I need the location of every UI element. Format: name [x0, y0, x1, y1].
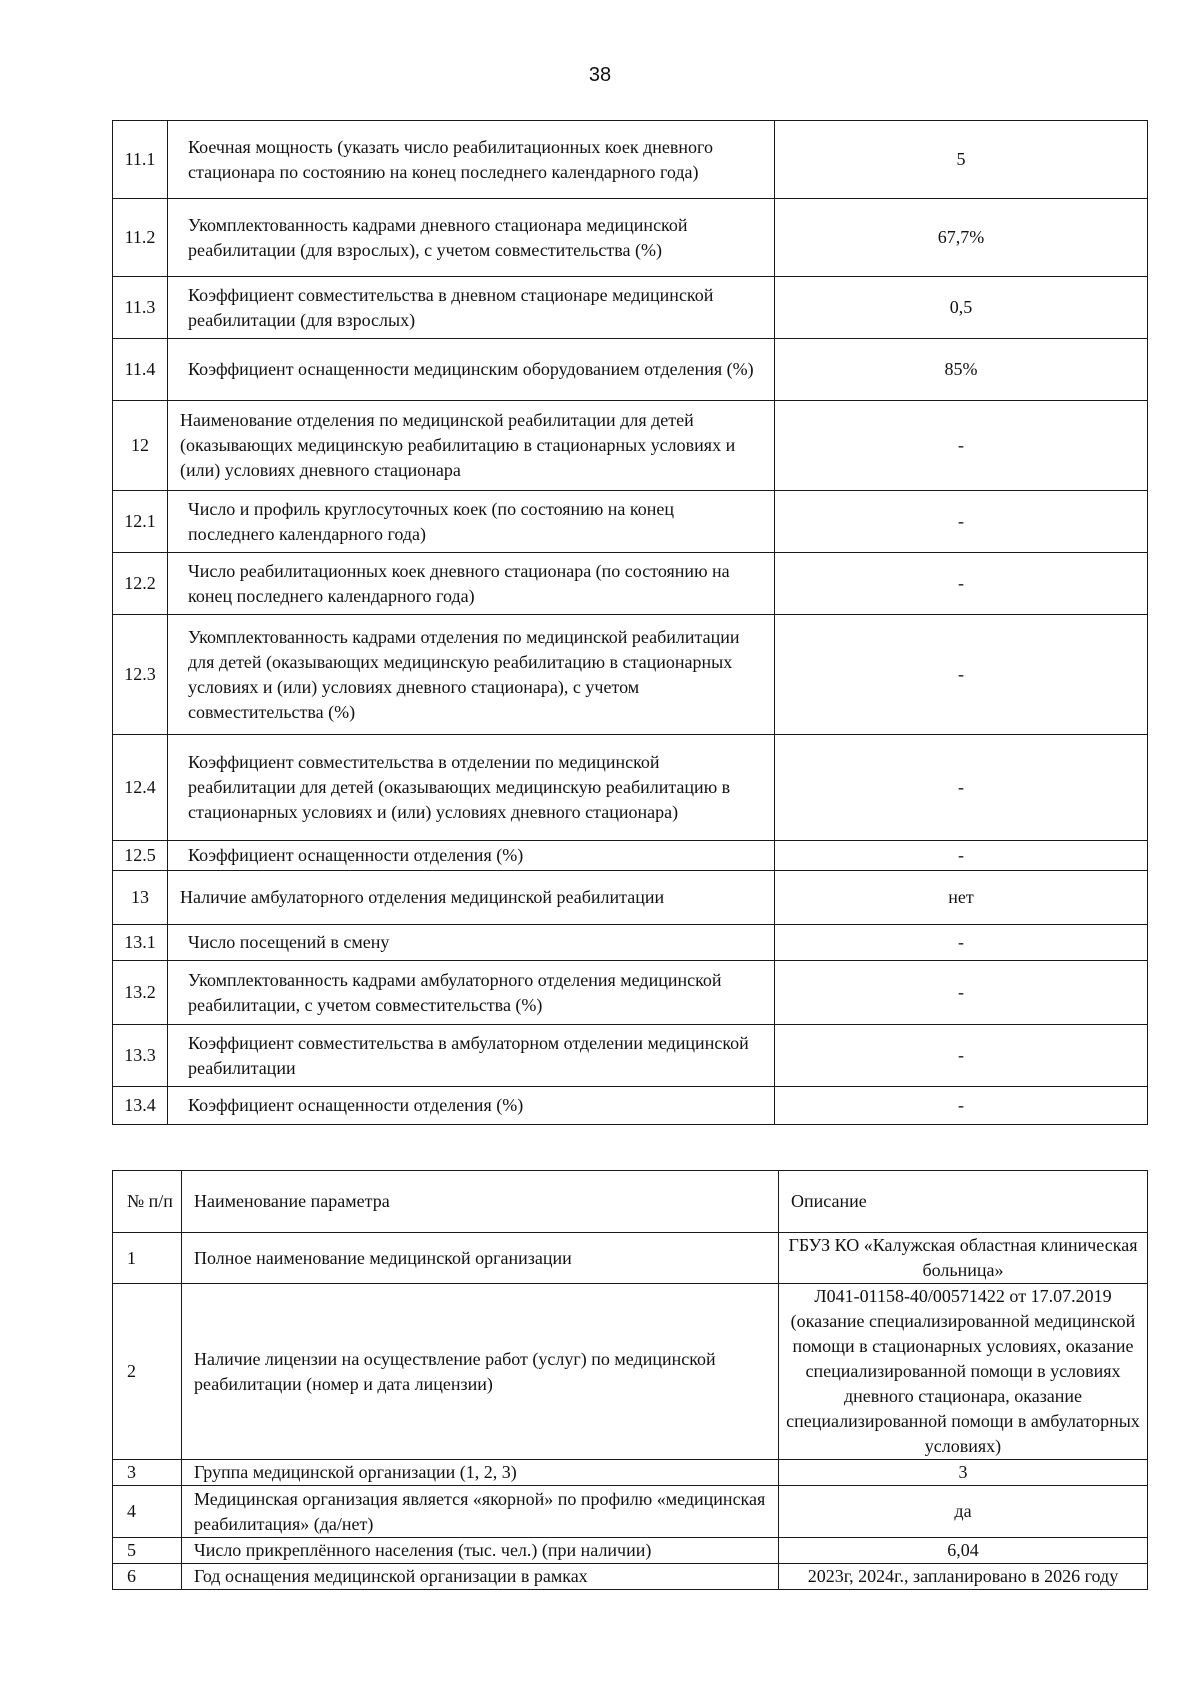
row-number: 6 — [113, 1564, 182, 1590]
row-number: 12.3 — [113, 615, 168, 735]
table-row — [113, 401, 1148, 491]
parameter-name: Число посещений в смену — [168, 925, 775, 961]
parameter-value: - — [775, 615, 1148, 735]
column-header-description: Описание — [779, 1171, 1148, 1233]
table-row — [113, 1460, 1148, 1486]
row-number: 13.2 — [113, 961, 168, 1025]
table-row — [113, 1087, 1148, 1125]
table-row — [113, 1284, 1148, 1460]
table-row — [113, 1564, 1148, 1590]
table-row — [113, 735, 1148, 841]
parameter-value: нет — [775, 871, 1148, 925]
row-number: 4 — [113, 1486, 182, 1538]
parameter-value: - — [775, 401, 1148, 491]
parameter-value: 67,7% — [775, 199, 1148, 277]
table-row — [113, 841, 1148, 871]
row-number: 12.1 — [113, 491, 168, 553]
parameter-name: Коэффициент совместительства в дневном стационаре медицинской реабилитации (для взрослых) — [168, 277, 775, 339]
parameter-name: Число и профиль круглосуточных коек (по состоянию на конец последнего календарного года) — [168, 491, 775, 553]
row-number: 12.4 — [113, 735, 168, 841]
parameter-name: Укомплектованность кадрами отделения по медицинской реабилитации для детей (оказывающих медицинскую реабилитацию в стационарных условиях и (или) условиях дневного стационара), с учетом совместительства (%) — [168, 615, 775, 735]
row-number: 2 — [113, 1284, 182, 1460]
parameter-name: Число реабилитационных коек дневного стационара (по состоянию на конец последнего календарного года) — [168, 553, 775, 615]
parameter-value: 3 — [779, 1460, 1148, 1486]
table-row — [113, 491, 1148, 553]
table-row — [113, 199, 1148, 277]
license-number: Л041-01158-40/00571422 от 17.07.2019 — [814, 1286, 1112, 1306]
parameter-name: Укомплектованность кадрами дневного стационара медицинской реабилитации (для взрослых), с учетом совместительства (%) — [168, 199, 775, 277]
parameter-name: Коэффициент совместительства в амбулаторном отделении медицинской реабилитации — [168, 1025, 775, 1087]
parameter-value: 0,5 — [775, 277, 1148, 339]
row-number: 11.3 — [113, 277, 168, 339]
row-number: 12.5 — [113, 841, 168, 871]
parameter-value: 85% — [775, 339, 1148, 401]
parameter-value: 6,04 — [779, 1538, 1148, 1564]
column-header-parameter: Наименование параметра — [182, 1171, 779, 1233]
parameter-name: Коэффициент оснащенности отделения (%) — [168, 841, 775, 871]
table-row — [113, 1233, 1148, 1284]
table-header-row — [113, 1171, 1148, 1233]
row-number: 11.2 — [113, 199, 168, 277]
table-row — [113, 961, 1148, 1025]
row-number: 11.4 — [113, 339, 168, 401]
table-row — [113, 615, 1148, 735]
table-row — [113, 1486, 1148, 1538]
column-header-number: № п/п — [113, 1171, 182, 1233]
table-row — [113, 339, 1148, 401]
parameter-name: Коечная мощность (указать число реабилитационных коек дневного стационара по состоянию на конец последнего календарного года) — [168, 121, 775, 199]
parameter-name: Полное наименование медицинской организации — [182, 1233, 779, 1284]
license-scope: (оказание специализированной медицинской помощи в стационарных условиях, оказание специализированной помощи в условиях дневного стационара, оказание специализированной помощи в амбулаторных условиях) — [786, 1311, 1140, 1456]
parameter-name: Год оснащения медицинской организации в рамках — [182, 1564, 779, 1590]
table-row — [113, 871, 1148, 925]
row-number: 3 — [113, 1460, 182, 1486]
page-number: 38 — [588, 64, 612, 86]
parameter-value: - — [775, 925, 1148, 961]
parameter-name: Число прикреплённого населения (тыс. чел.) (при наличии) — [182, 1538, 779, 1564]
row-number: 5 — [113, 1538, 182, 1564]
parameter-value: 5 — [775, 121, 1148, 199]
row-number: 13.3 — [113, 1025, 168, 1087]
parameter-name: Коэффициент совместительства в отделении по медицинской реабилитации для детей (оказывающих медицинскую реабилитацию в стационарных условиях и (или) условиях дневного стационара) — [168, 735, 775, 841]
parameter-value: ГБУЗ КО «Калужская областная клиническая больница» — [779, 1233, 1148, 1284]
row-number: 13.1 — [113, 925, 168, 961]
table-row — [113, 277, 1148, 339]
parameter-value: - — [775, 553, 1148, 615]
parameter-name: Наличие лицензии на осуществление работ (услуг) по медицинской реабилитации (номер и дата лицензии) — [182, 1284, 779, 1460]
table-row — [113, 553, 1148, 615]
parameter-name: Наименование отделения по медицинской реабилитации для детей (оказывающих медицинскую реабилитацию в стационарных условиях и (или) условиях дневного стационара — [168, 401, 775, 491]
table-row — [113, 121, 1148, 199]
row-number: 13 — [113, 871, 168, 925]
rehab-indicators-table — [112, 120, 1148, 1125]
parameter-name: Группа медицинской организации (1, 2, 3) — [182, 1460, 779, 1486]
row-number: 1 — [113, 1233, 182, 1284]
parameter-value: - — [775, 1087, 1148, 1125]
parameter-name: Коэффициент оснащенности отделения (%) — [168, 1087, 775, 1125]
table-row — [113, 925, 1148, 961]
parameter-value: - — [775, 735, 1148, 841]
parameter-value: - — [775, 841, 1148, 871]
parameter-value: - — [775, 491, 1148, 553]
parameter-name: Коэффициент оснащенности медицинским оборудованием отделения (%) — [168, 339, 775, 401]
parameter-name: Укомплектованность кадрами амбулаторного отделения медицинской реабилитации, с учетом совместительства (%) — [168, 961, 775, 1025]
table-row — [113, 1025, 1148, 1087]
table-row — [113, 1538, 1148, 1564]
parameter-value: - — [775, 961, 1148, 1025]
row-number: 12 — [113, 401, 168, 491]
parameter-name: Наличие амбулаторного отделения медицинской реабилитации — [168, 871, 775, 925]
row-number: 13.4 — [113, 1087, 168, 1125]
row-number: 12.2 — [113, 553, 168, 615]
license-cell — [779, 1284, 1148, 1460]
parameter-name: Медицинская организация является «якорной» по профилю «медицинская реабилитация» (да/нет) — [182, 1486, 779, 1538]
row-number: 11.1 — [113, 121, 168, 199]
organization-info-table — [112, 1170, 1148, 1590]
parameter-value: да — [779, 1486, 1148, 1538]
parameter-value: - — [775, 1025, 1148, 1087]
parameter-value: 2023г, 2024г., запланировано в 2026 году — [779, 1564, 1148, 1590]
